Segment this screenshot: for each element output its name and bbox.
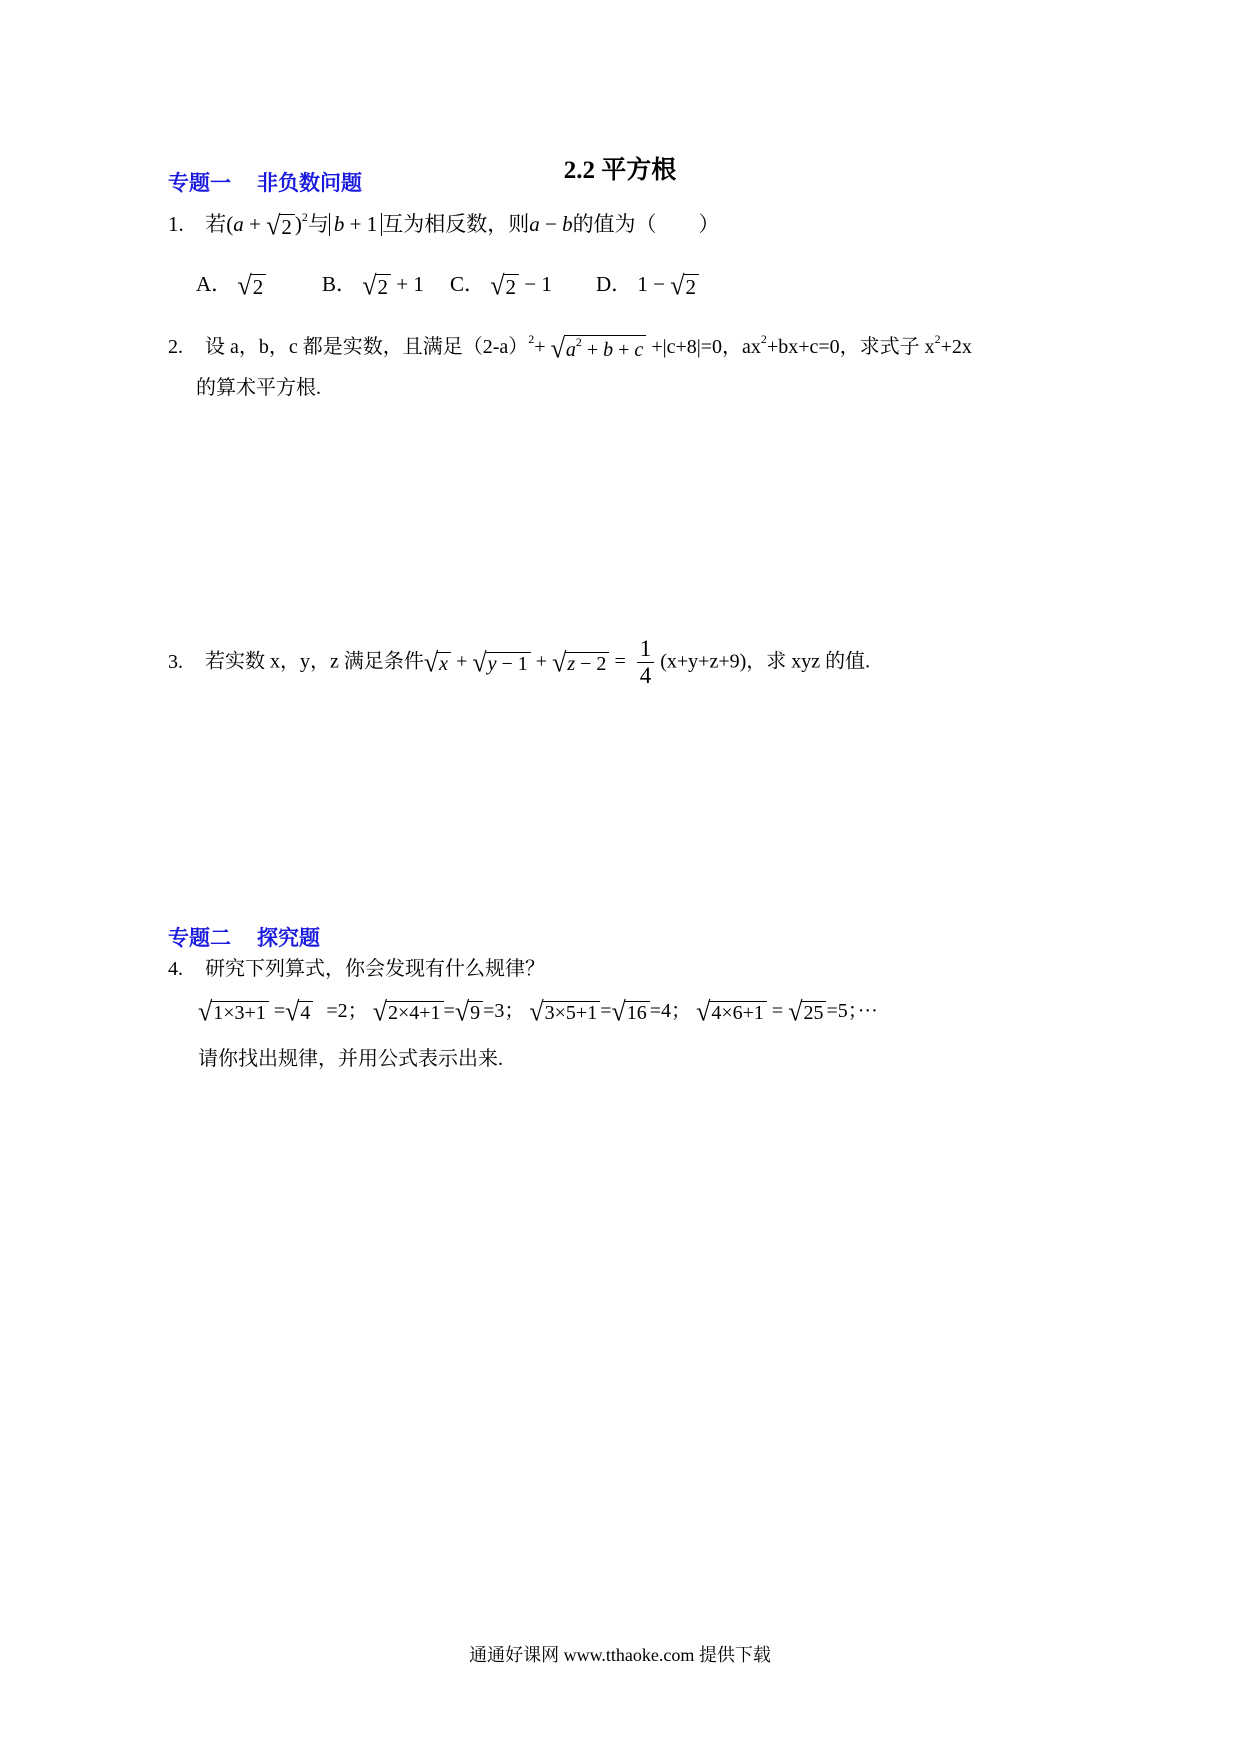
pattern-3-sqrt: √ 16 (612, 999, 650, 1025)
pattern-3-result: =4； (649, 1000, 692, 1022)
section-heading-2 (168, 922, 320, 952)
q2-text-start: 设 a，b，c 都是实数，且满足（2-a） (205, 336, 529, 358)
section-2-label: 专题二 (168, 926, 231, 950)
sqrt-y-minus-1: √ y − 1 (472, 650, 530, 676)
fraction-denominator: 4 (639, 663, 652, 689)
question-2-line-2: 的算术平方根. (196, 377, 321, 399)
option-c-label: C． (450, 272, 486, 296)
q2-sqrt-expr: √ $a^2 + b + c$ (551, 335, 647, 362)
fraction-numerator: 1 (637, 636, 655, 663)
section-heading-1 (168, 167, 362, 197)
q1-abs-expr: b + 1 (329, 213, 382, 236)
q1-text-mid: 互为相反数，则 (382, 212, 530, 236)
pattern-2-sqrt: √ 9 (455, 999, 483, 1025)
question-4 (168, 952, 545, 981)
q1-expr-1: (a + √ 2 )$^2$ (226, 210, 308, 241)
option-a-value: √ 2 (237, 273, 266, 299)
q2-sup-1: 2 (528, 332, 535, 346)
q3-text-end: (x+y+z+9)，求 xyz 的值. (660, 650, 871, 673)
q2-text-mid-2: +bx+c=0，求式子 x (766, 336, 935, 358)
question-2-number: 2. (168, 336, 183, 358)
q4-pattern-line: √ 1×3+1 = √ 4 =2； √ 2×4+1 = √ 9 =3； √ 3×5+1 = √ 16 =4； √ 4×6+1 = √ 25 =5；··· (198, 996, 878, 1028)
section-1-label: 专题一 (168, 171, 231, 195)
pattern-1-expr: √ 1×3+1 (198, 999, 269, 1025)
question-4-number: 4. (168, 958, 183, 980)
question-4-line-3: 请你找出规律，并用公式表示出来. (198, 1048, 503, 1070)
q3-text-start: 若实数 x，y，z 满足条件 (205, 650, 424, 673)
q2-text-mid-1: +|c+8|=0，ax (651, 336, 761, 358)
pattern-3-expr: √ 3×5+1 (529, 999, 600, 1025)
page-footer: 通通好课网 www.tthaoke.com 提供下载 (469, 1645, 771, 1665)
option-b-label: B． (322, 272, 358, 296)
pattern-2-expr: √ 2×4+1 (373, 999, 444, 1025)
question-3: 3. 若实数 x，y，z 满足条件 √ x + √ y − 1 + √ z − 2 = $\frac{1}{4}$ (x+y+z+9)，求 xyz 的值. (168, 636, 871, 689)
pattern-4-expr: √ 4×6+1 (696, 999, 767, 1025)
q2-sup-2: 2 (760, 332, 767, 346)
option-d-label: D． (596, 272, 633, 296)
question-3-number: 3. (168, 650, 183, 673)
q1-expr-2: a (529, 212, 540, 236)
section-1-topic: 非负数问题 (257, 171, 362, 195)
pattern-1-sqrt: √ 4 (285, 999, 313, 1025)
option-a-label: A． (196, 272, 233, 296)
pattern-4-sqrt: √ 25 (788, 999, 826, 1025)
q2-plus: + (534, 336, 546, 358)
q2-text-end: +2x (940, 336, 972, 358)
q1-option-a (196, 268, 266, 299)
sqrt-z-minus-2: √ z − 2 (552, 650, 609, 676)
question-2 (168, 330, 972, 362)
option-b-value: √ 2 + 1 (362, 270, 424, 301)
pattern-1-result: =2； (326, 1000, 368, 1022)
pattern-4-result: =5；··· (826, 1000, 878, 1022)
option-d-value: 1 − √ 2 (637, 272, 699, 296)
q1-option-d (596, 268, 699, 299)
pattern-2-result: =3； (483, 1000, 525, 1022)
q1-text-yu: 与 (307, 212, 329, 236)
q2-sup-3: 2 (934, 332, 941, 346)
question-1-number: 1. (168, 212, 184, 236)
sqrt-2: √ 2 (266, 213, 295, 239)
option-c-value: √ 2 − 1 (490, 270, 552, 301)
sqrt-x: √ x (424, 650, 451, 676)
q1-option-c (450, 268, 552, 299)
section-2-topic: 探究题 (257, 926, 320, 950)
q4-text-line-1: 研究下列算式，你会发现有什么规律？ (205, 958, 545, 980)
page-title: 2.2 平方根 (563, 157, 677, 184)
q1-option-b (322, 268, 424, 299)
q1-text-end: 的值为（ ） (572, 212, 720, 236)
question-1: 1. 若(a + √ 2 )$^2$与 b + 1 互为相反数，则a − b的值为（ ） (168, 210, 720, 241)
q1-text-ruo: 若 (205, 212, 227, 236)
fraction-one-quarter (637, 636, 655, 690)
